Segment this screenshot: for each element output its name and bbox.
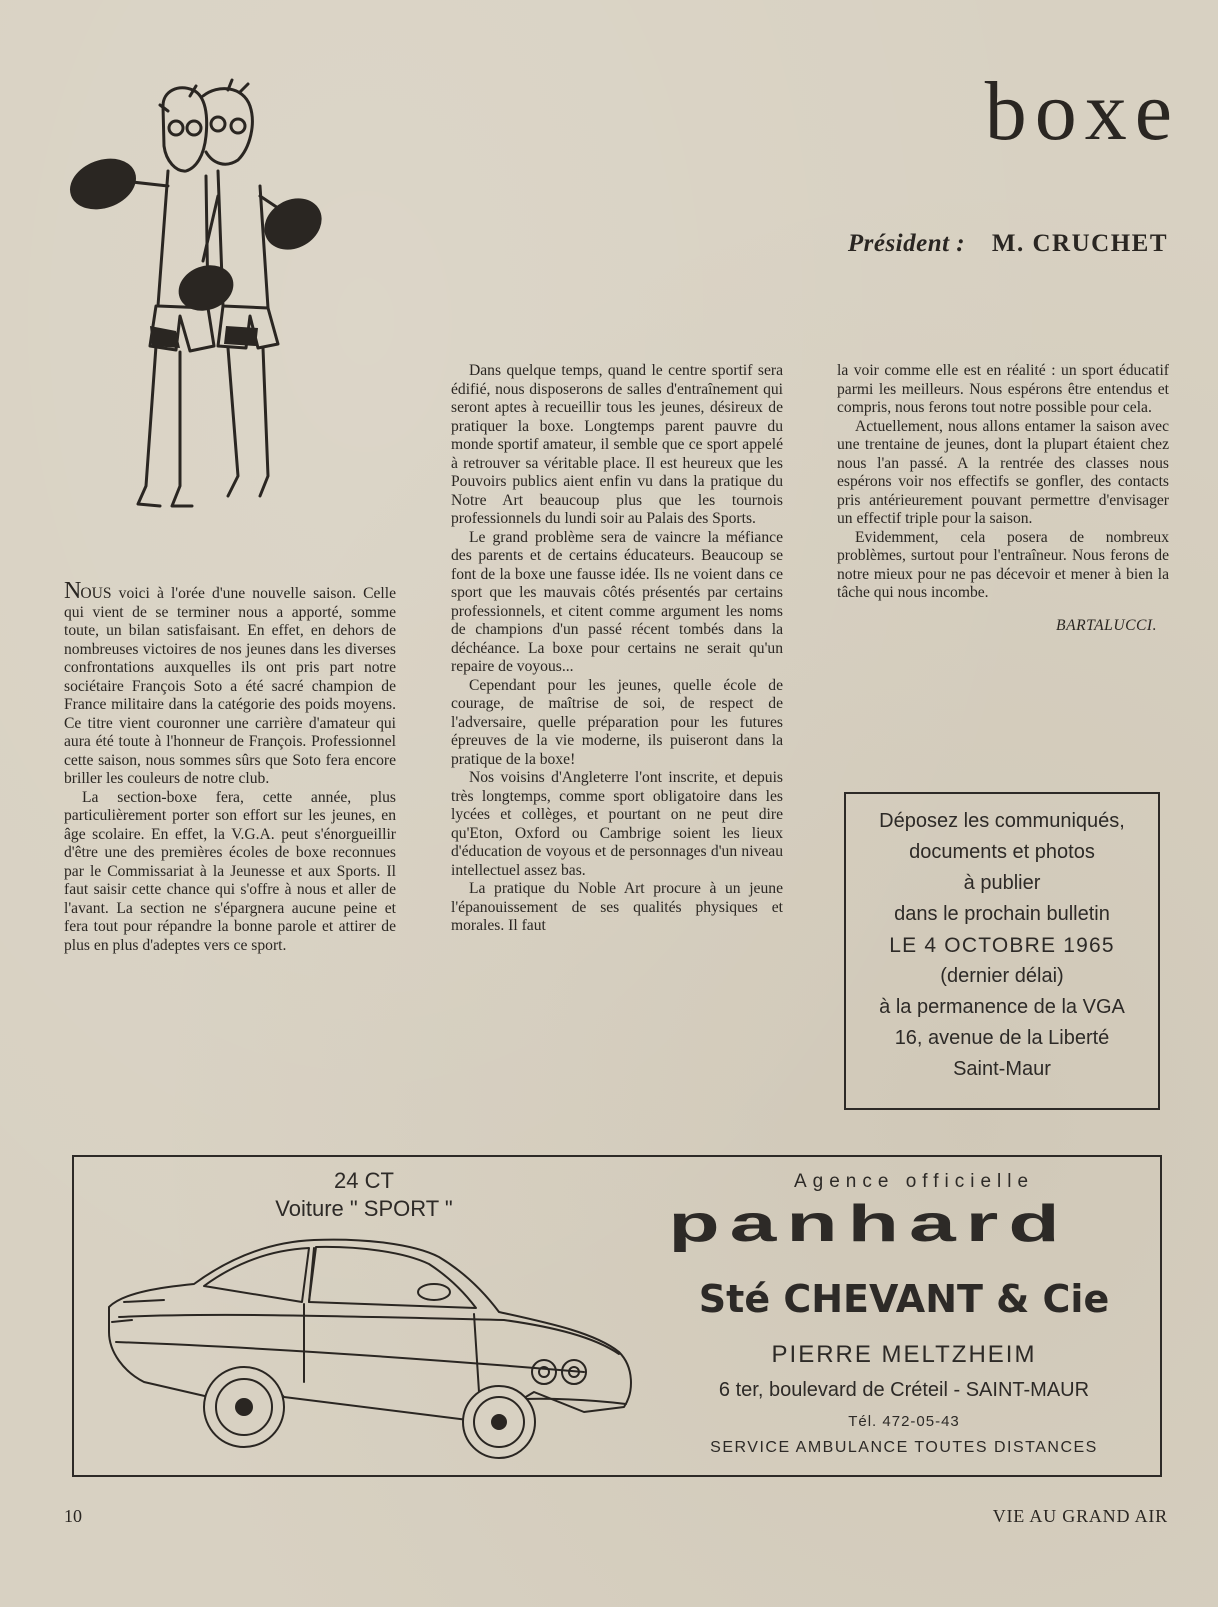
president-line: [848, 230, 1168, 258]
notice-city: Saint-Maur: [953, 1058, 1051, 1080]
notice-line: Déposez les communiqués,: [879, 810, 1125, 832]
ad-company-name: Sté CHEVANT & Cie: [698, 1277, 1110, 1321]
submission-notice-box: [844, 792, 1160, 1110]
notice-line: (dernier délai): [940, 965, 1064, 987]
article-paragraph: Dans quelque temps, quand le centre sportif sera édifié, nous disposerons de salles d'entraînement qui seront aptes à recueillir tous les jeunes, désireux de pratiquer la boxe. Longtemps parent pauvre du monde sportif amateur, il semble que ce sport appelé à retrouver sa véritable place. Il est heureux que les Pouvoirs publics aient enfin vu dans la pratique du Notre Art beaucoup plus que les tournois professionnels du lundi soir au Palais des Sports.: [451, 362, 783, 527]
article-paragraph: Evidemment, cela posera de nombreux problèmes, surtout pour l'entraîneur. Nous ferons de notre mieux pour ne pas décevoir et mener à bien la tâche qui nous incombe.: [837, 528, 1169, 601]
notice-line: à publier: [963, 872, 1041, 894]
author-signature: BARTALUCCI.: [1056, 616, 1157, 634]
ad-service: SERVICE AMBULANCE TOUTES DISTANCES: [710, 1439, 1098, 1456]
panhard-advertisement: [72, 1155, 1162, 1477]
notice-line: à la permanence de la VGA: [879, 996, 1125, 1018]
ad-phone: Tél. 472-05-43: [848, 1413, 960, 1430]
ad-owner: PIERRE MELTZHEIM: [771, 1341, 1037, 1368]
boxers-illustration: [68, 76, 358, 531]
article-column-2: [451, 362, 783, 936]
article-paragraph: [64, 578, 396, 789]
article-paragraph: Le grand problème sera de vaincre la méfiance des parents et de certains éducateurs. Beaucoup se font de la boxe une fausse idée. Ils ne voient dans ce sport que les mauvais côtés présentés par certains professionnels, et citent comme argument les noms de champions d'un passé récent tombés dans la déchéance. La boxe pour certains ne serait qu'un repaire de voyous...: [451, 528, 783, 675]
president-name: M. CRUCHET: [991, 230, 1168, 257]
notice-line: documents et photos: [909, 841, 1095, 863]
ad-agence: Agence officielle: [794, 1171, 1035, 1192]
notice-line: dans le prochain bulletin: [894, 903, 1110, 925]
article-paragraph: Nos voisins d'Angleterre l'ont inscrite, et depuis très longtemps, comme sport obligatoire dans les lycées et collèges, et pourtant on ne peut dire qu'Eton, Oxford ou Cambrige soient les lieux d'éducation de voyous et de personnages d'un niveau intellectuel assez bas.: [451, 769, 783, 879]
notice-address: 16, avenue de la Liberté: [894, 1027, 1110, 1049]
article-paragraph: Cependant pour les jeunes, quelle école de courage, de maîtrise de soi, de respect de l'adversaire, quelle préparation pour les futures épreuves de la vie moderne, ils puiseront dans la pratique de la boxe!: [451, 676, 783, 768]
article-column-1: [64, 578, 396, 955]
article-column-3: [837, 362, 1169, 635]
drop-cap: N: [64, 578, 81, 604]
car-illustration: [104, 1222, 644, 1472]
article-paragraph: la voir comme elle est en réalité : un sport éducatif parmi les meilleurs. Nous espérons être entendus et compris, nous ferons tout notre possible pour cela.: [837, 362, 1169, 416]
article-paragraph: La section-boxe fera, cette année, plus particulièrement porter son effort sur les jeunes, en âge scolaire. En effet, la V.G.A. peut s'énorgueillir d'être une des premières écoles de boxe reconnues par le Commissariat à la Jeunesse et aux Sports. Il faut saisir cette chance qui s'offre à nous et aller de l'avant. La section ne s'épargnera aucune peine et fera tout pour répandre la bonne parole et attirer de plus en plus d'adeptes vers ce sport.: [64, 788, 396, 954]
article-paragraph: La pratique du Noble Art procure à un jeune l'épanouissement de ses qualités physiques et morales. Il faut: [451, 880, 783, 934]
ad-model-name: 24 CT: [334, 1168, 394, 1193]
ad-model: [239, 1167, 489, 1223]
ad-address: 6 ter, boulevard de Créteil - SAINT-MAUR: [718, 1379, 1090, 1401]
ad-model-type: Voiture " SPORT ": [275, 1196, 453, 1221]
article-text: OUS voici à l'orée d'une nouvelle saison. Celle qui vient de se terminer nous a apporté, somme toute, un bilan satisfaisant. En effet, en dehors de nombreuses victoires de nos jeunes dans les diverses confrontations auxquelles ils ont pris part notre sociétaire François Soto a été sacré champion de France militaire dans la catégorie des poids moyens. Ce titre vient couronner une carrière d'amateur qui aura été toute à l'honneur de François. Professionnel cette saison, nous sommes sûrs que Soto fera encore briller les couleurs de notre club.: [64, 585, 396, 787]
publication-name: VIE AU GRAND AIR: [992, 1506, 1168, 1526]
panhard-logo: panhard: [668, 1193, 1070, 1253]
notice-deadline: LE 4 OCTOBRE 1965: [889, 934, 1115, 957]
article-paragraph: Actuellement, nous allons entamer la saison avec une trentaine de jeunes, dont la plupart étaient chez nous l'an passé. A la rentrée des classes nous espérons voir nos effectifs se gonfler, des contacts pris antérieurement pouvant permettre d'envisager un effectif triple pour la saison.: [837, 417, 1169, 527]
president-label: Président :: [847, 230, 966, 257]
page-number: 10: [64, 1506, 82, 1526]
section-title: boxe: [984, 65, 1180, 158]
